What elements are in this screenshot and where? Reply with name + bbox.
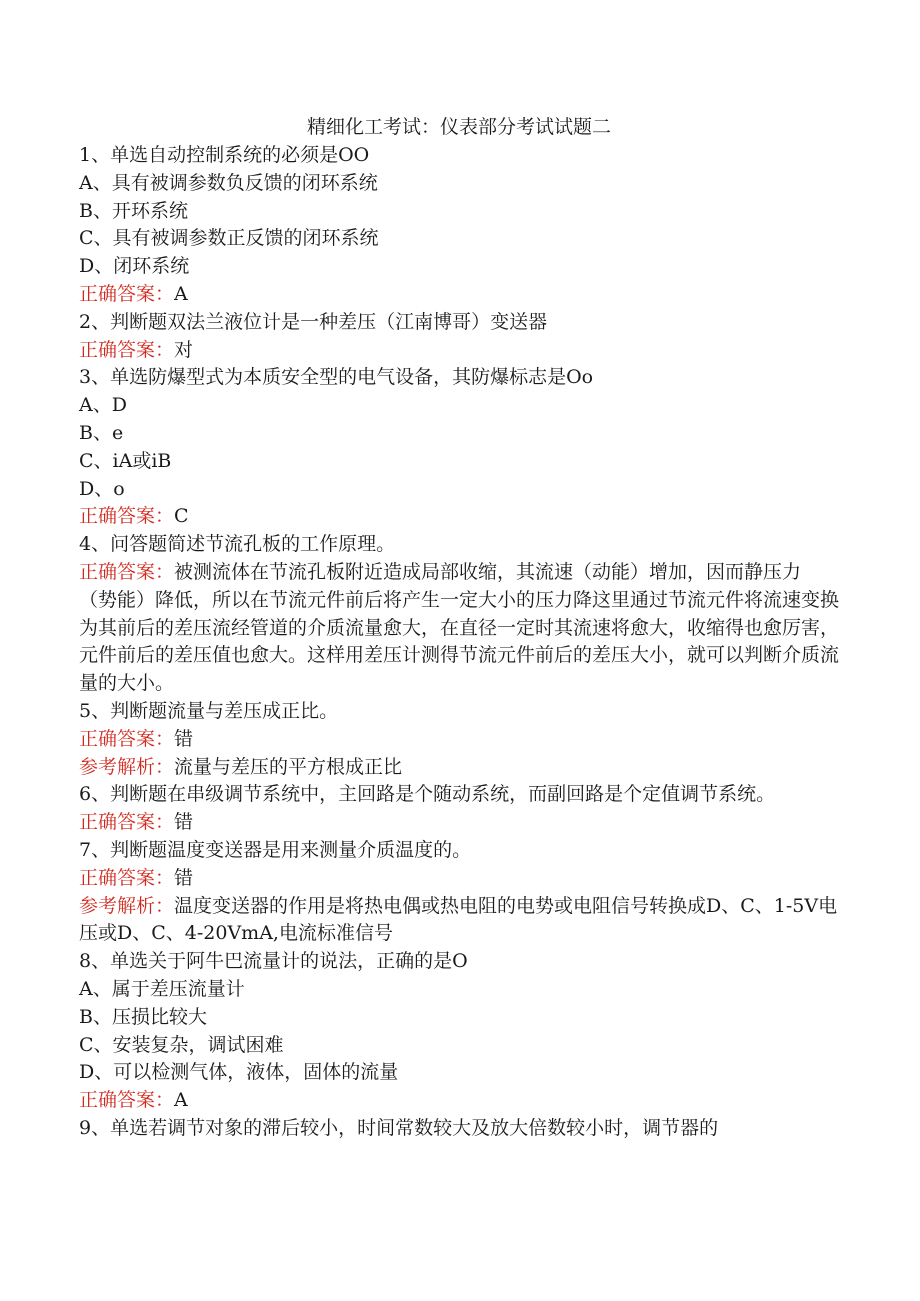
answer-line <box>79 726 839 754</box>
question-stem: 1、单选自动控制系统的必须是OO <box>79 144 370 166</box>
analysis-line <box>79 893 839 949</box>
question-8 <box>79 948 839 1115</box>
answer-label: 正确答案： <box>79 866 175 889</box>
question-stem: 5、判断题流量与差压成正比。 <box>79 699 339 722</box>
analysis-line <box>79 754 839 782</box>
option-a: A、具有被调参数负反馈的闭环系统 <box>79 171 378 194</box>
question-3 <box>79 364 839 531</box>
answer-line <box>79 809 839 837</box>
answer-value: C <box>174 505 189 528</box>
answer-line <box>79 1087 839 1115</box>
question-stem: 3、单选防爆型式为本质安全型的电气设备，其防爆标志是Oo <box>79 366 594 389</box>
analysis-label: 参考解析： <box>79 894 175 917</box>
question-stem: 9、单选若调节对象的滞后较小，时间常数较大及放大倍数较小时，调节器的 <box>79 1116 719 1139</box>
option-d: D、闭环系统 <box>79 255 190 278</box>
question-4 <box>79 531 839 698</box>
option-c: C、iA或iB <box>79 449 172 472</box>
option-b: B、e <box>79 421 124 444</box>
answer-value: 对 <box>174 338 194 361</box>
answer-label: 正确答案： <box>79 811 175 834</box>
option-a: A、D <box>79 394 127 417</box>
answer-label: 正确答案： <box>79 282 175 305</box>
option-d: D、可以检测气体，液体，固体的流量 <box>79 1061 399 1084</box>
analysis-value: 流量与差压的平方根成正比 <box>174 755 403 778</box>
question-5 <box>79 698 839 781</box>
question-1 <box>79 142 839 309</box>
question-9 <box>79 1115 839 1143</box>
answer-label: 正确答案： <box>79 505 175 528</box>
option-b: B、压损比较大 <box>79 1005 207 1028</box>
answer-line <box>79 337 839 365</box>
answer-label: 正确答案： <box>79 1089 175 1112</box>
analysis-label: 参考解析： <box>79 755 175 778</box>
answer-line <box>79 865 839 893</box>
option-d: D、o <box>79 477 125 500</box>
answer-label: 正确答案： <box>79 560 175 583</box>
answer-line <box>79 281 839 309</box>
answer-line <box>79 559 839 698</box>
option-c: C、具有被调参数正反馈的闭环系统 <box>79 227 379 250</box>
question-stem: 4、问答题简述节流孔板的工作原理。 <box>79 533 396 556</box>
answer-value: 错 <box>174 727 194 750</box>
question-stem: 6、判断题在串级调节系统中，主回路是个随动系统，而副回路是个定值调节系统。 <box>79 783 776 806</box>
question-2 <box>79 309 839 365</box>
option-a: A、属于差压流量计 <box>79 977 245 1000</box>
question-6 <box>79 781 839 837</box>
option-b: B、开环系统 <box>79 199 188 222</box>
answer-line <box>79 503 839 531</box>
document-page <box>79 112 839 1143</box>
answer-value: 被测流体在节流孔板附近造成局部收缩，其流速（动能）增加，因而静压力（势能）降低，所以在节流元件前后将产生一定大小的压力降这里通过节流元件将流速变换为其前后的差压流经管道的介质流量愈大，在直径一定时其流速将愈大，收缩得也愈厉害，元件前后的差压值也愈大。这样用差压计测得节流元件前后的差压大小，就可以判断介质流量的大小。 <box>79 560 840 695</box>
document-title: 精细化工考试：仪表部分考试试题二 <box>306 116 611 138</box>
answer-value: 错 <box>174 811 194 834</box>
question-stem: 8、单选关于阿牛巴流量计的说法，正确的是O <box>79 950 468 973</box>
answer-value: 错 <box>174 866 194 889</box>
question-stem: 2、判断题双法兰液位计是一种差压（江南博哥）变送器 <box>79 310 548 333</box>
answer-value: A <box>174 1089 188 1112</box>
option-c: C、安装复杂，调试困难 <box>79 1033 284 1056</box>
question-7 <box>79 837 839 948</box>
answer-value: A <box>174 282 188 305</box>
answer-label: 正确答案： <box>79 338 175 361</box>
answer-label: 正确答案： <box>79 727 175 750</box>
question-stem: 7、判断题温度变送器是用来测量介质温度的。 <box>79 838 472 861</box>
analysis-value: 温度变送器的作用是将热电偶或热电阻的电势或电阻信号转换成D、C、1-5V电压或D、C、4-20VmA,电流标准信号 <box>79 894 838 945</box>
